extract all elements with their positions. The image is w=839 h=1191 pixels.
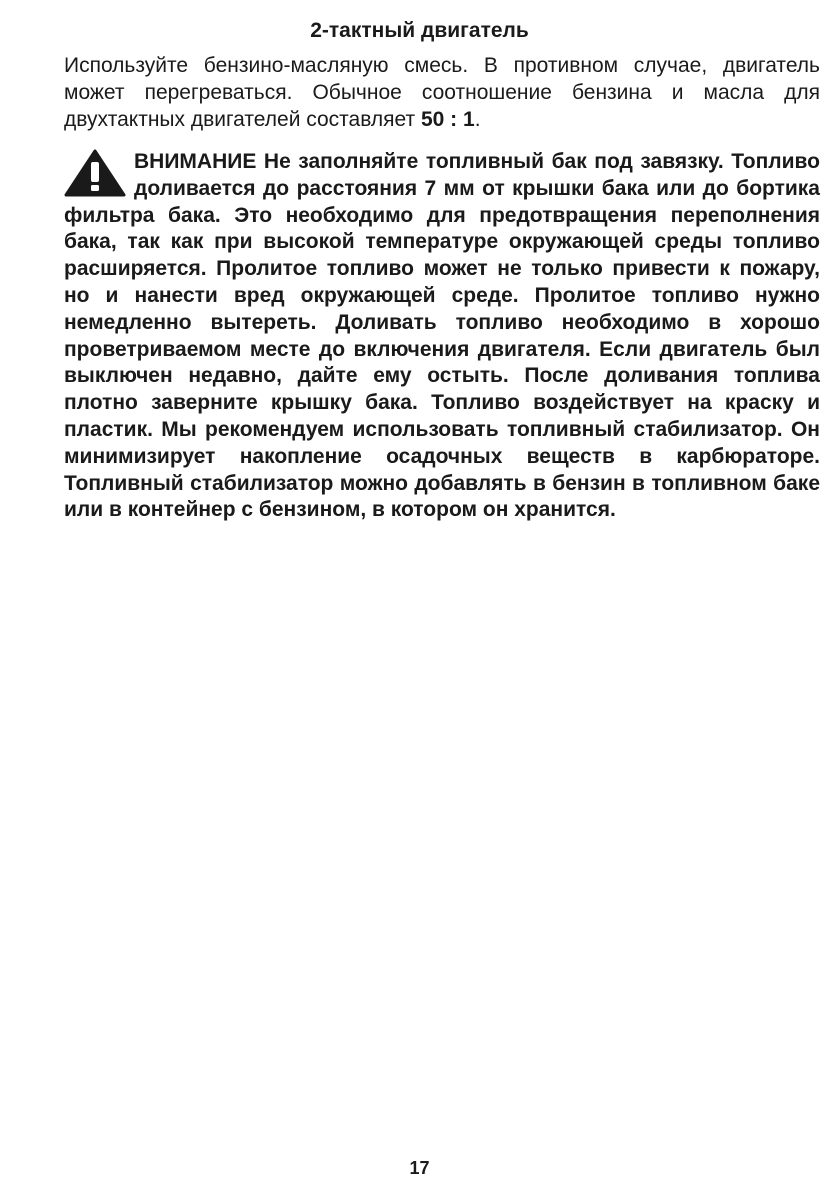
intro-paragraph — [64, 52, 820, 133]
warning-block — [64, 149, 820, 524]
intro-text-end: . — [474, 108, 481, 131]
warning-triangle-icon — [64, 149, 126, 197]
warning-text: Не заполняйте топливный бак под завязку. Топливо доливается до расстояния 7 мм от крышки бака или до бортика фильтра бака. Это необходимо для предотвращения переполнения бака, так как при высокой температуре окружающей среды топливо расширяется. Пролитое топливо может не только привести к пожару, но и нанести вред окружающей среде. Пролитое топливо нужно немедленно вытереть. Доливать топливо необходимо в хорошо проветриваемом месте до включения двигателя. Если двигатель был выключен недавно, дайте ему остыть. После доливания топлива плотно заверните крышку бака. Топливо воздействует на краску и пластик. Мы рекомендуем использовать топливный стабилизатор. Он минимизирует накопление осадочных веществ в карбюраторе. Топливный стабилизатор можно добавлять в бензин в топливном баке или в контейнер с бензином, в котором он хранится. — [64, 150, 820, 522]
warning-label: ВНИМАНИЕ — [134, 150, 257, 173]
oil-ratio: 50 : 1 — [420, 108, 475, 131]
page-title: 2-тактный двигатель — [310, 19, 529, 42]
intro-text: Используйте бензино-масляную смесь. В противном случае, двигатель может перегреваться. Обычное соотношение бензина и масла для двухтактных двигателей составляет — [64, 54, 820, 131]
page-number: 17 — [409, 1158, 430, 1178]
